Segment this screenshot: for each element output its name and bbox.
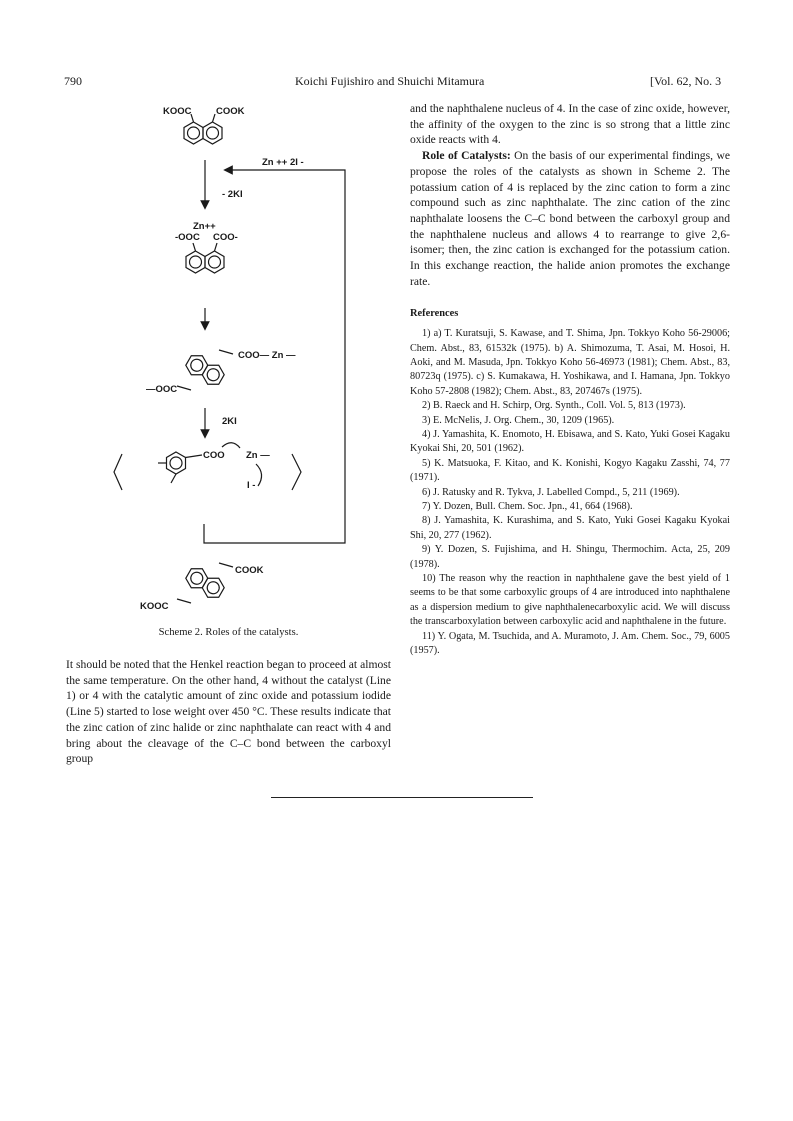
- label-2ki: 2KI: [222, 416, 237, 427]
- reference-item: 4) J. Yamashita, K. Enomoto, H. Ebisawa, and S. Kato, Yuki Gosei Kagaku Kyokai Shi, 20, 501 (1962).: [410, 428, 730, 455]
- page-number: 790: [64, 74, 82, 88]
- reagent-zn-2i: Zn ++ 2I -: [262, 157, 304, 168]
- label-ooc-3: —OOC: [146, 384, 178, 395]
- scheme-2-diagram: [0, 0, 400, 625]
- label-ooc-minus: -OOC: [175, 232, 200, 243]
- structure-transition-state: [158, 452, 202, 483]
- structure-zinc-1-8-naphthalate: [186, 243, 224, 273]
- label-kooc-1: KOOC: [163, 106, 192, 117]
- reference-item: 5) K. Matsuoka, F. Kitao, and K. Konishi, Kogyo Kagaku Zasshi, 74, 77 (1971).: [410, 457, 730, 484]
- paragraph-henkel: It should be noted that the Henkel reaction began to proceed at almost the same temperature. On the other hand, 4 without the catalyst (Line 1) or 4 with the catalytic amount of zinc oxide and potassium iodide (Line 5) started to lose weight over 450 °C. These results indicate that the zinc cation of zinc halide or zinc naphthalate can react with 4 and bring about the cleavage of the C–C bond between the carboxyl group: [66, 658, 391, 766]
- paragraph-role-of-catalysts: [410, 148, 730, 289]
- iodide-attack-arrow: [256, 464, 262, 486]
- bracket-left: [114, 454, 122, 490]
- structure-dipotassium-1-8-naphthalate: [184, 114, 222, 144]
- left-column: [66, 657, 391, 767]
- running-header-volume: [Vol. 62, No. 3: [650, 74, 722, 88]
- role-of-catalysts-body: On the basis of our experimental findings, we propose the roles of the catalysts as shown in Scheme 2. The potassium cation of 4 is replaced by the zinc cation to form a zinc compound such as zinc naphthalate. The zinc cation of the zinc naphthalate loosens the C–C bond between the carboxyl group and the naphthalene nucleus and allows 4 to rearrange to give 2,6-isomer; then, the zinc cation is exchanged for the potassium cation. In this exchange reaction, the halide anion promotes the exchange rate.: [410, 149, 730, 288]
- reference-item: 7) Y. Dozen, Bull. Chem. Soc. Jpn., 41, 664 (1968).: [422, 501, 633, 513]
- end-rule: [271, 797, 533, 798]
- label-coo-zn-3: COO— Zn —: [238, 350, 296, 361]
- reference-item: 8) J. Yamashita, K. Kurashima, and S. Kato, Yuki Gosei Kagaku Kyokai Shi, 20, 277 (1962).: [410, 515, 730, 541]
- label-zn-4: Zn —: [246, 450, 270, 461]
- reference-item: 1) a) T. Kuratsuji, S. Kawase, and T. Shima, Jpn. Tokkyo Koho 56-29006; Chem. Abst., 83, 61532k (1975). b) A. Shimozuma, T. Asai, M. Hosoi, H. Aoki, and M. Masuda, Jpn. Tokkyo Koho 56-46973 (1981); Chem. Abst., 83, 80723q (1975). c) S. Kumakawa, H. Yoshikawa, and I. Hamana, Jpn. Tokkyo Koho 57-2808 (1982); Chem. Abst., 83, 207467s (1975).: [410, 328, 730, 397]
- label-coo-minus: COO-: [213, 232, 238, 243]
- paragraph-zinc-oxide: and the naphthalene nucleus of 4. In the case of zinc oxide, however, the affinity of the oxygen to the zinc is so strong that a little zinc oxide reacts with 4.: [410, 102, 730, 147]
- reference-item: 6) J. Ratusky and R. Tykva, J. Labelled Compd., 5, 211 (1969).: [422, 486, 680, 498]
- right-column: [410, 101, 730, 658]
- label-coo-4: COO: [203, 450, 225, 461]
- label-kooc-5: KOOC: [140, 601, 169, 612]
- label-zn-plus: Zn++: [193, 221, 216, 232]
- reference-item: 10) The reason why the reaction in naphthalene gave the best yield of 1 seems to be that some carboxylic groups of 4 are introduced into naphthalene as a dispersion medium to give naphthalenecarboxylic acid. We will discuss the transcarboxylation between carboxylic acid and naphthalene in the future.: [410, 573, 730, 628]
- section-title-role-of-catalysts: Role of Catalysts:: [422, 149, 511, 163]
- scheme-caption: Scheme 2. Roles of the catalysts.: [158, 627, 299, 638]
- electron-arrow-curved: [222, 443, 240, 448]
- structure-zinc-2-6-naphthalate: [177, 350, 233, 390]
- reference-item: 3) E. McNelis, J. Org. Chem., 30, 1209 (1965).: [422, 414, 615, 426]
- label-iodide: I -: [247, 480, 256, 491]
- references-heading: References: [410, 308, 459, 320]
- running-header-authors: Koichi Fujishiro and Shuichi Mitamura: [295, 74, 485, 88]
- reference-item: 11) Y. Ogata, M. Tsuchida, and A. Muramoto, J. Am. Chem. Soc., 79, 6005 (1957).: [410, 630, 730, 657]
- label-cook-5: COOK: [235, 565, 264, 576]
- bracket-right: [292, 454, 301, 490]
- reference-item: 2) B. Raeck and H. Schirp, Org. Synth., Coll. Vol. 5, 813 (1973).: [422, 400, 686, 412]
- label-minus-2ki: - 2KI: [222, 189, 243, 200]
- reference-item: 9) Y. Dozen, S. Fujishima, and H. Shingu, Thermochim. Acta, 25, 209 (1978).: [410, 544, 730, 570]
- structure-dipotassium-2-6-naphthalate: [177, 563, 233, 603]
- label-cook-1: COOK: [216, 106, 245, 117]
